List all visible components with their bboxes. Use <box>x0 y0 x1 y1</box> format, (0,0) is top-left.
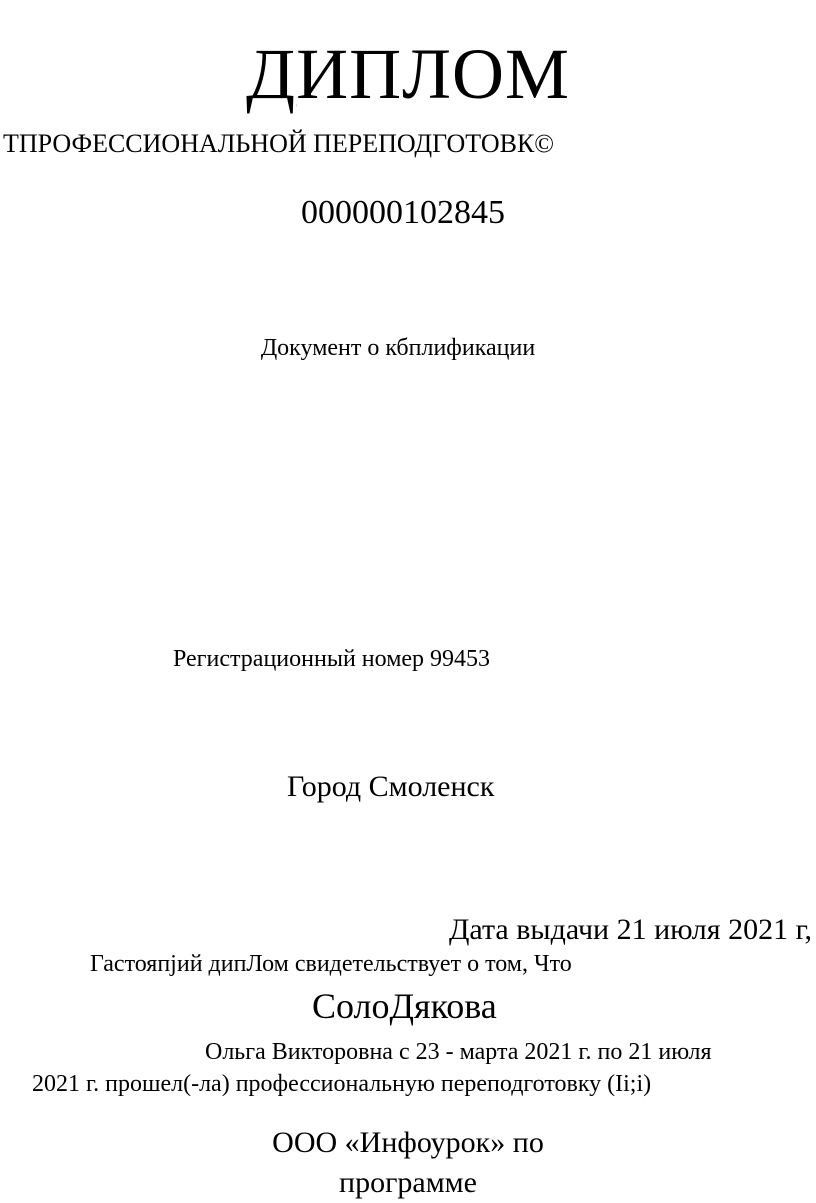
city: Город Смоленск <box>287 770 495 803</box>
holder-surname: СолоДякова <box>312 986 497 1026</box>
diploma-subtitle: ТПРОФЕССИОНАЛЬНОЙ ПЕРЕПОДГОТОВК© <box>3 129 555 158</box>
program-label: программе <box>339 1166 477 1199</box>
issue-date: Дата выдачи 21 июля 2021 г, <box>448 913 812 946</box>
holder-name-and-dates: Ольга Викторовна с 23 - марта 2021 г. по 21 июля <box>205 1039 712 1065</box>
diploma-title-rest: ИПЛОМ <box>296 34 570 114</box>
diploma-number: 000000102845 <box>301 194 505 231</box>
organization-name: ООО «Инфоурок» по <box>272 1126 544 1159</box>
document-type: Документ о кбплификации <box>260 335 536 361</box>
training-completion-line: 2021 г. прошел(-ла) профессиональную переподготовку (Ii;i) <box>32 1071 652 1097</box>
certifies-statement: Гастояпјий дипЛом свидетельствует о том, Что <box>90 951 572 977</box>
registration-number: Регистрационный номер 99453 <box>173 646 491 672</box>
diploma-title-initial: Д <box>246 34 297 114</box>
diploma-title <box>0 34 816 114</box>
